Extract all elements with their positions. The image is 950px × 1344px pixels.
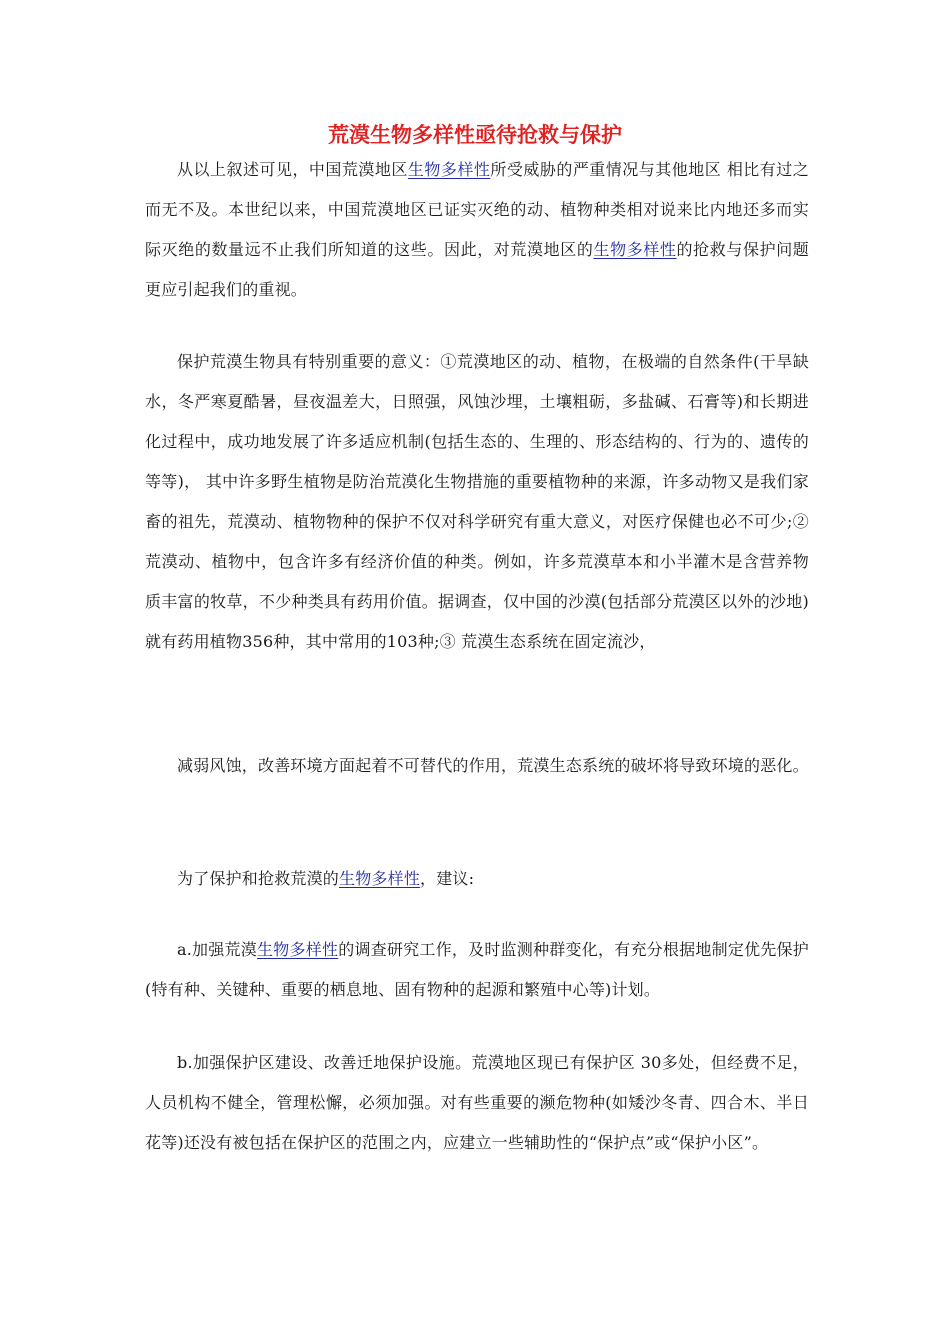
text-segment: 保护荒漠生物具有特别重要的意义：①荒漠地区的动、植物，在极端的自然条件(干旱缺水，冬严寒夏酷暑，昼夜温差大，日照强，风蚀沙埋，土壤粗砺，多盐碱、石膏等)和长期进化过程中，成功地发展了许多适应机制(包括生态的、生理的、形态结构的、行为的、遗传的等等)， 其中许多野生植物是防治荒漠化生物措施的重要植物种的来源，许多动物又是我们家畜的祖先，荒漠动、植物物种的保护不仅对科学研究有重大意义，对医疗保健也必不可少;② 荒漠动、植物中，包含许多有经济价值的种类。例如，许多荒漠草本和小半灌木是含营养物质丰富的牧草，不少种类具有药用价值。据调查，仅中国的沙漠(包括部分荒漠区以外的沙地)就有药用植物356种，其中常用的103种;③ 荒漠生态系统在固定流沙， [145, 352, 809, 651]
text-segment: 所受威胁的严重情况与其他地区 相比有过之而无不及。本世纪以来，中国荒漠地区已证实灭绝的动、植物种类相对说来比内地还多而实际灭绝的数量远不止我们所知道的这些。因此，对荒漠地区的 [145, 160, 809, 259]
biodiversity-link[interactable]: 生物多样性 [593, 240, 677, 259]
paragraph-intro [145, 150, 809, 310]
paragraph-wind-erosion [145, 746, 809, 786]
document-title: 荒漠生物多样性亟待抢救与保护 [328, 123, 622, 147]
paragraph-suggestion-a [145, 930, 809, 1010]
biodiversity-link[interactable]: 生物多样性 [257, 940, 339, 959]
paragraph-suggestions-intro [145, 859, 809, 899]
text-segment: 从以上叙述可见，中国荒漠地区 [177, 160, 408, 179]
text-segment: a.加强荒漠 [177, 940, 258, 959]
biodiversity-link[interactable]: 生物多样性 [339, 869, 421, 888]
text-segment: 为了保护和抢救荒漠的 [177, 869, 340, 888]
text-segment: b.加强保护区建设、改善迁地保护设施。荒漠地区现已有保护区 30多处，但经费不足，人员机构不健全，管理松懈，必须加强。对有些重要的濒危物种(如矮沙冬青、四合木、半日花等)还没有被包括在保护区的范围之内，应建立一些辅助性的“保护点”或“保护小区”。 [145, 1053, 809, 1152]
biodiversity-link[interactable]: 生物多样性 [407, 160, 491, 179]
text-segment: 减弱风蚀，改善环境方面起着不可替代的作用，荒漠生态系统的破坏将导致环境的恶化。 [177, 756, 809, 775]
paragraph-significance [145, 342, 809, 662]
text-segment: 的调查研究工作，及时监测种群变化，有充分根据地制定优先保护(特有种、关键种、重要的栖息地、固有物种的起源和繁殖中心等)计划。 [145, 940, 809, 999]
text-segment: 的抢救与保护问题更应引起我们的重视。 [145, 240, 809, 299]
paragraph-suggestion-b [145, 1043, 809, 1163]
text-segment: ，建议: [420, 869, 475, 888]
